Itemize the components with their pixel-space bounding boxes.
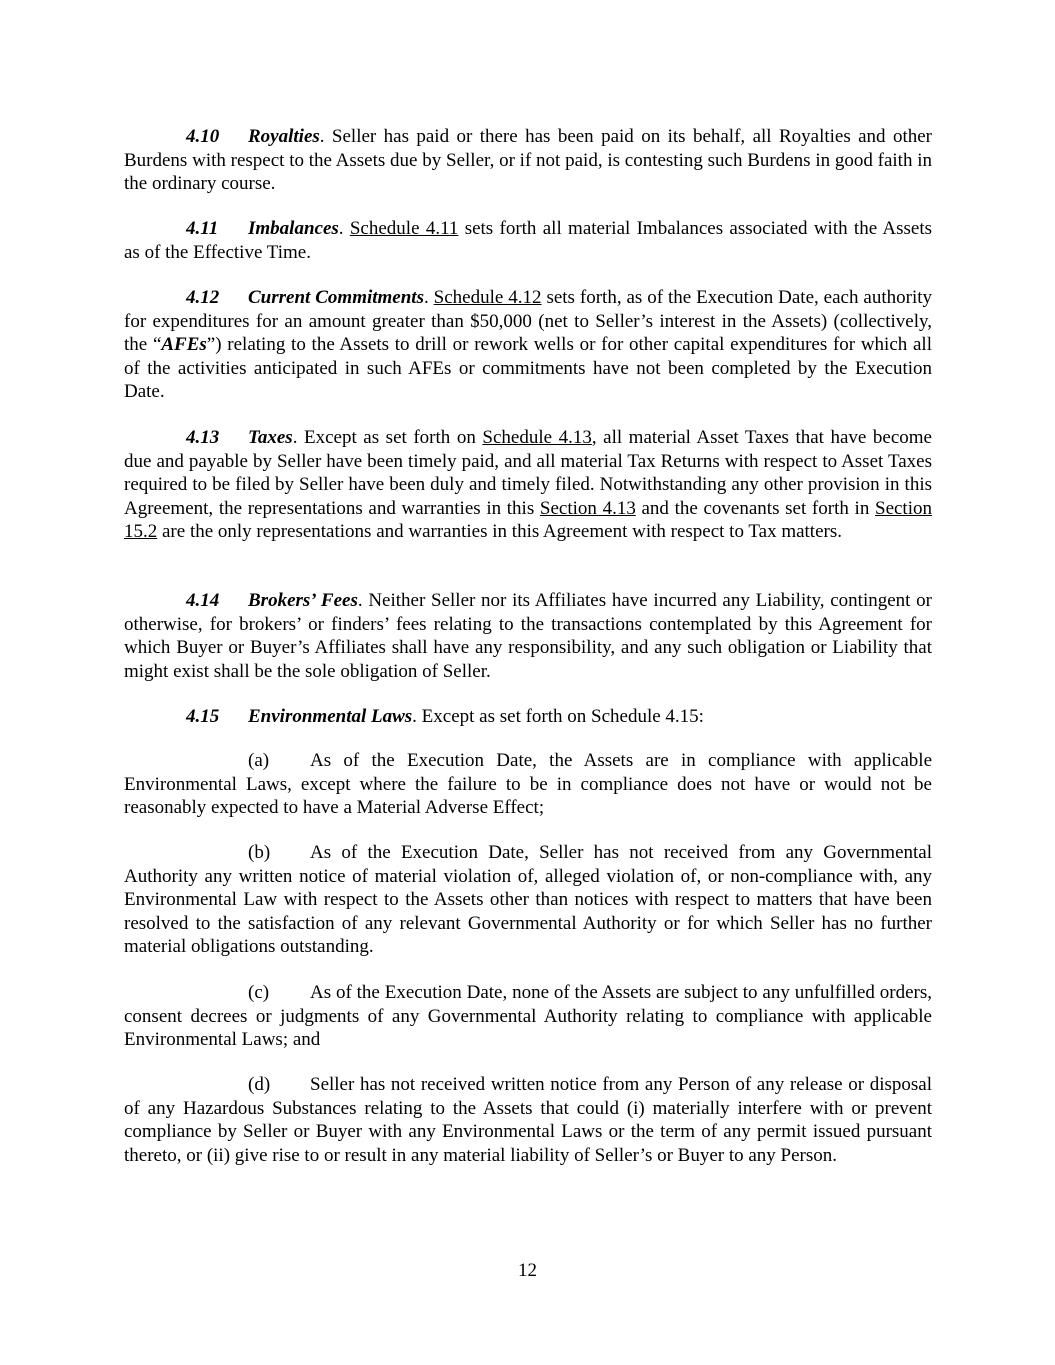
section-number: 4.11 <box>186 218 219 239</box>
section-text: are the only representations and warranties in this Agreement with respect to Tax matters. <box>157 521 842 543</box>
subsection-label: (b) <box>248 842 271 863</box>
schedule-reference: Schedule 4.11 <box>349 218 459 239</box>
section-text: . Seller has paid or there has been paid on its behalf, all Royalties and other Burdens with respect to the Assets due by Seller, or if not paid, is contesting such Burdens in good faith in the ordinary course. <box>124 126 932 195</box>
section-4-15 <box>124 705 932 729</box>
subsection-label: (a) <box>248 750 270 771</box>
subsection-text: As of the Execution Date, the Assets are in compliance with applicable Environmental Laws, except where the failure to be in compliance does not have or would not be reasonably expected to have a Material Adverse Effect; <box>124 750 932 819</box>
schedule-reference: Schedule 4.13 <box>482 427 592 448</box>
section-number: 4.12 <box>186 287 220 308</box>
subsection-text: As of the Execution Date, none of the Assets are subject to any unfulfilled orders, consent decrees or judgments of any Governmental Authority relating to compliance with applicable Environmental Laws; and <box>124 982 932 1051</box>
subsection-b <box>124 841 932 959</box>
section-text: . Except as set forth on <box>292 427 483 448</box>
section-text: ”) relating to the Assets to drill or rework wells or for other capital expenditures for which all of the activities anticipated in such AFEs or commitments have not been completed by the Execution Date. <box>124 334 932 403</box>
section-text: sets forth, as of the Execution Date, each authority for expenditures for an amount greater than $50,000 (net to Seller’s interest in the Assets) (collectively, the “ <box>124 287 933 356</box>
section-text: sets forth all material Imbalances associated with the Assets as of the Effective Time. <box>124 218 933 263</box>
defined-term: AFEs <box>161 334 207 356</box>
section-heading: Taxes <box>248 427 293 448</box>
section-4-13 <box>124 426 932 544</box>
section-number: 4.10 <box>186 126 220 147</box>
schedule-reference: Schedule 4.12 <box>433 287 542 308</box>
section-text: . <box>338 218 350 239</box>
section-text: . <box>423 287 434 308</box>
subsection-a <box>124 749 932 820</box>
section-heading: Brokers’ Fees <box>248 590 358 611</box>
subsection-label: (d) <box>248 1074 271 1095</box>
section-4-11 <box>124 217 932 264</box>
section-4-12 <box>124 286 932 404</box>
section-heading: Current Commitments <box>248 287 424 308</box>
section-text: and the covenants set forth in <box>635 497 875 519</box>
section-number: 4.15 <box>186 706 220 727</box>
section-reference: Section 15.2 <box>124 497 932 543</box>
section-number: 4.13 <box>186 427 220 448</box>
section-heading: Royalties <box>248 126 320 147</box>
subsection-d <box>124 1073 932 1167</box>
section-text: , all material Asset Taxes that have become due and payable by Seller have been timely paid, and all material Tax Returns with respect to Asset Taxes required to be filed by Seller have been duly and timely filed. Notwithstanding any other provision in this Agreement, the representations and warranties in this <box>124 427 932 519</box>
subsection-text: Seller has not received written notice from any Person of any release or disposal of any Hazardous Substances relating to the Assets that could (i) materially interfere with or prevent compliance by Seller or Buyer with any Environmental Laws or the term of any permit issued pursuant thereto, or (ii) give rise to or result in any material liability of Seller’s or Buyer to any Person. <box>124 1074 932 1166</box>
subsection-label: (c) <box>248 982 270 1003</box>
section-text: . Neither Seller nor its Affiliates have incurred any Liability, contingent or otherwise, for brokers’ or finders’ fees relating to the transactions contemplated by this Agreement for which Buyer or Buyer’s Affiliates shall have any responsibility, and any such obligation or Liability that might exist shall be the sole obligation of Seller. <box>124 590 932 682</box>
section-number: 4.14 <box>186 590 220 611</box>
section-reference: Section 4.13 <box>539 497 636 519</box>
section-heading: Imbalances <box>248 218 339 239</box>
subsection-text: As of the Execution Date, Seller has not received from any Governmental Authority any written notice of material violation of, alleged violation of, or non-compliance with, any Environmental Law with respect to the Assets other than notices with respect to matters that have been resolved to the satisfaction of any relevant Governmental Authority or for which Seller has no further material obligations outstanding. <box>124 842 932 958</box>
section-4-14 <box>124 589 932 683</box>
subsection-c <box>124 981 932 1052</box>
section-heading: Environmental Laws <box>248 706 413 727</box>
section-4-10 <box>124 125 932 196</box>
section-text: . Except as set forth on Schedule 4.15: <box>412 706 704 727</box>
page-number: 12 <box>518 1260 537 1281</box>
